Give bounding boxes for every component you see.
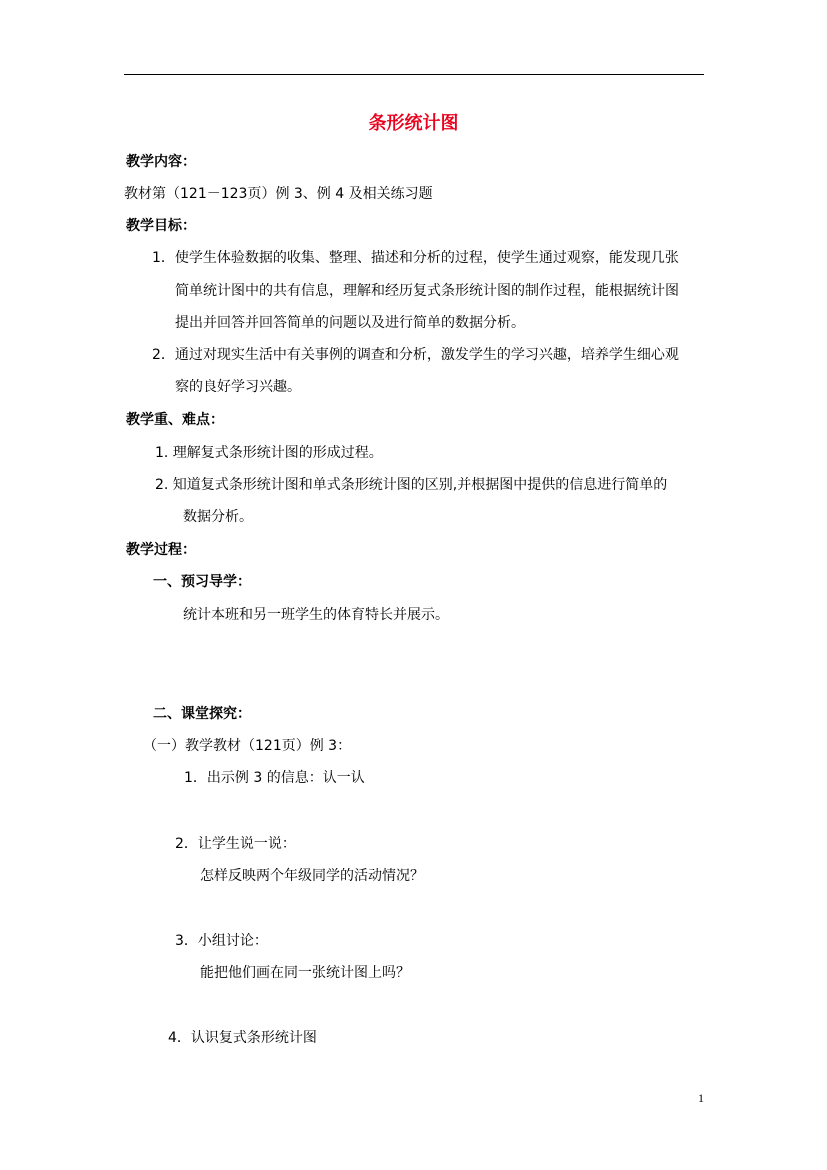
preview-text: 统计本班和另一班学生的体育特长并展示。 <box>183 607 449 623</box>
goal-2-line-2: 察的良好学习兴趣。 <box>175 379 301 395</box>
step-4: 4．认识复式条形统计图 <box>168 1030 317 1046</box>
header-rule <box>124 74 704 75</box>
explore-subsection-1: （一）教学教材（121页）例 3： <box>143 738 352 754</box>
content-heading: 教学内容： <box>126 154 196 170</box>
goal-1-line-3: 提出并回答并回答简单的问题以及进行简单的数据分析。 <box>175 315 525 331</box>
step-3-text: 能把他们画在同一张统计图上吗？ <box>200 965 410 981</box>
preview-heading: 一、预习导学： <box>153 574 251 590</box>
step-2: 2．让学生说一说： <box>175 836 296 852</box>
content-text: 教材第（121－123页）例 3、例 4 及相关练习题 <box>124 186 433 202</box>
page-title: 条形统计图 <box>368 113 459 134</box>
keypoint-1: 1. 理解复式条形统计图的形成过程。 <box>155 445 383 461</box>
page-number: 1 <box>698 1091 704 1105</box>
goal-1-line-2: 简单统计图中的共有信息，理解和经历复式条形统计图的制作过程，能根据统计图 <box>175 283 679 299</box>
process-heading: 教学过程： <box>126 542 196 558</box>
keypoint-2-line-1: 2. 知道复式条形统计图和单式条形统计图的区别,并根据图中提供的信息进行简单的 <box>155 477 668 493</box>
step-1: 1．出示例 3 的信息：认一认 <box>184 770 365 786</box>
keypoint-2-line-2: 数据分析。 <box>183 509 253 525</box>
step-2-text: 怎样反映两个年级同学的活动情况？ <box>200 868 424 884</box>
keypoints-heading: 教学重、难点： <box>126 412 224 428</box>
goals-heading: 教学目标： <box>126 218 196 234</box>
step-3: 3．小组讨论： <box>175 933 268 949</box>
goal-2-line-1: 2．通过对现实生活中有关事例的调查和分析，激发学生的学习兴趣，培养学生细心观 <box>152 347 679 363</box>
goal-1-line-1: 1．使学生体验数据的收集、整理、描述和分析的过程，使学生通过观察，能发现几张 <box>152 250 679 266</box>
explore-heading: 二、课堂探究： <box>153 706 251 722</box>
